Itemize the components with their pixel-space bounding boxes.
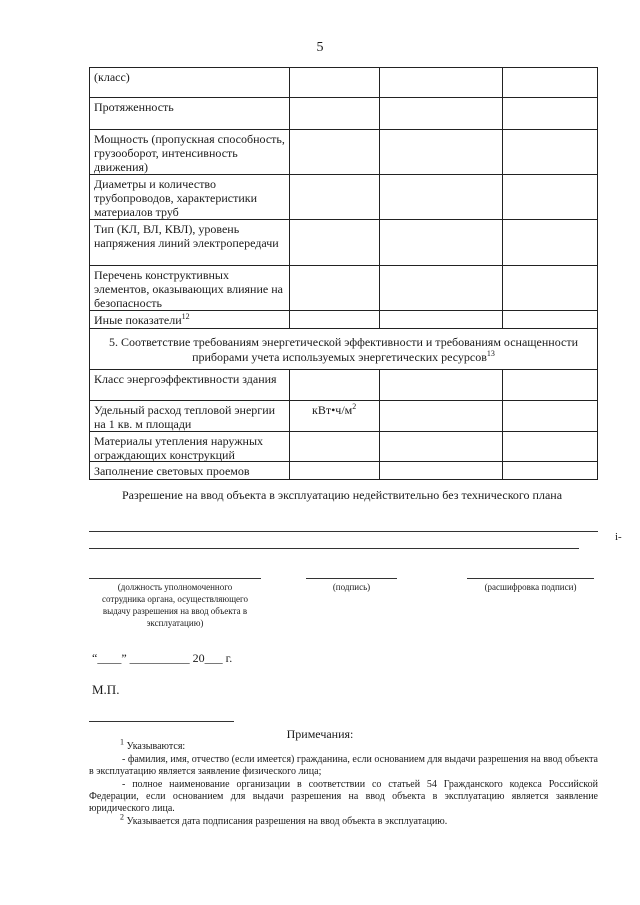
unit-cell: [290, 432, 380, 461]
note-1b: - полное наименование организации в соответствии со статьей 54 Гражданского кодекса Российской Федерации, если основанием для выдачи разрешения на ввод объекта в эксплуатацию является заявление юридического лица.: [89, 779, 598, 814]
unit-cell: [290, 98, 380, 129]
note-text: Указывается дата подписания разрешения на ввод объекта в эксплуатацию.: [126, 816, 448, 827]
note-mark: 2: [120, 812, 124, 822]
row-label: [90, 311, 290, 328]
value-cell: [503, 311, 597, 328]
note-2: [120, 812, 590, 828]
note-text: Указываются:: [126, 741, 186, 752]
value-cell: [380, 98, 503, 129]
unit-cell: [290, 220, 380, 265]
validity-statement: Разрешение на ввод объекта в эксплуатацию недействительно без технического плана: [122, 488, 563, 502]
value-cell: [503, 220, 597, 265]
fill-line: [89, 548, 579, 549]
row-label: Диаметры и количество трубопроводов, характеристики материалов труб: [90, 175, 290, 219]
value-cell: [503, 462, 597, 479]
value-cell: [503, 266, 597, 310]
section-title-text: 5. Соответствие требованиям энергетической эффективности и требованиям оснащенности приборами учета используемых энергетических ресурсов: [109, 335, 578, 364]
table-row: [89, 462, 598, 480]
unit-cell: [290, 130, 380, 174]
notes-title: Примечания:: [286, 727, 354, 741]
decode-caption: (расшифровка подписи): [484, 582, 577, 592]
value-cell: [503, 130, 597, 174]
signature-caption: (подпись): [332, 582, 371, 592]
table-row: [89, 311, 598, 329]
row-label: Мощность (пропускная способность, грузооборот, интенсивность движения): [90, 130, 290, 174]
unit-cell: [290, 462, 380, 479]
unit-cell: [290, 401, 380, 431]
fill-line: [89, 531, 598, 532]
footnote-ref: 12: [181, 312, 190, 321]
value-cell: [380, 311, 503, 328]
value-cell: [503, 68, 597, 97]
value-cell: [503, 432, 597, 461]
row-label: Заполнение световых проемов: [90, 462, 290, 479]
row-label: Материалы утепления наружных ограждающих конструкций: [90, 432, 290, 461]
stamp-place: М.П.: [92, 682, 120, 697]
note-1-heading: [120, 737, 590, 753]
table-row: [89, 266, 598, 311]
signature-line: [306, 578, 397, 579]
table-row: [89, 98, 598, 130]
value-cell: [380, 266, 503, 310]
section-5-header: [89, 329, 598, 370]
date-line: “____” __________ 20___ г.: [92, 651, 233, 665]
row-label: Удельный расход тепловой энергии на 1 кв. м площади: [90, 401, 290, 431]
table-row: [89, 432, 598, 462]
notes-separator: [89, 721, 234, 722]
position-caption: (должность уполномоченного сотрудника органа, осуществляющего выдачу разрешения на ввод объекта в эксплуатацию): [102, 582, 248, 628]
note-1a: - фамилия, имя, отчество (если имеется) гражданина, если основанием для выдачи разрешения на ввод объекта в эксплуатацию является заявление физического лица;: [89, 754, 598, 777]
value-cell: [503, 401, 597, 431]
row-label: (класс): [90, 68, 290, 97]
characteristics-table: [89, 67, 598, 480]
section-title: [90, 329, 597, 369]
row-label: Протяженность: [90, 98, 290, 129]
unit-cell: [290, 266, 380, 310]
row-label: Класс энергоэффективности здания: [90, 370, 290, 400]
unit-cell: [290, 175, 380, 219]
footnote-ref: 13: [486, 349, 495, 358]
unit-cell: [290, 311, 380, 328]
value-cell: [380, 130, 503, 174]
row-label: Тип (КЛ, ВЛ, КВЛ), уровень напряжения линий электропередачи: [90, 220, 290, 265]
value-cell: [503, 98, 597, 129]
value-cell: [380, 462, 503, 479]
unit-cell: [290, 370, 380, 400]
table-row: [89, 68, 598, 98]
row-label-text: Иные показатели: [94, 313, 182, 327]
unit-superscript: 2: [352, 402, 357, 411]
table-row: [89, 220, 598, 266]
value-cell: [380, 68, 503, 97]
row-label: Перечень конструктивных элементов, оказывающих влияние на безопасность: [90, 266, 290, 310]
unit-cell: [290, 68, 380, 97]
margin-mark: і-: [615, 531, 622, 543]
table-row: [89, 175, 598, 220]
table-row: [89, 130, 598, 175]
position-line: [89, 578, 261, 579]
page-number: 5: [316, 40, 324, 55]
unit-text: кВт•ч/м: [312, 403, 353, 417]
table-row: [89, 401, 598, 432]
value-cell: [380, 432, 503, 461]
value-cell: [503, 175, 597, 219]
value-cell: [380, 370, 503, 400]
value-cell: [380, 220, 503, 265]
table-row: [89, 370, 598, 401]
value-cell: [380, 401, 503, 431]
note-mark: 1: [120, 737, 124, 747]
value-cell: [380, 175, 503, 219]
value-cell: [503, 370, 597, 400]
decode-line: [467, 578, 594, 579]
